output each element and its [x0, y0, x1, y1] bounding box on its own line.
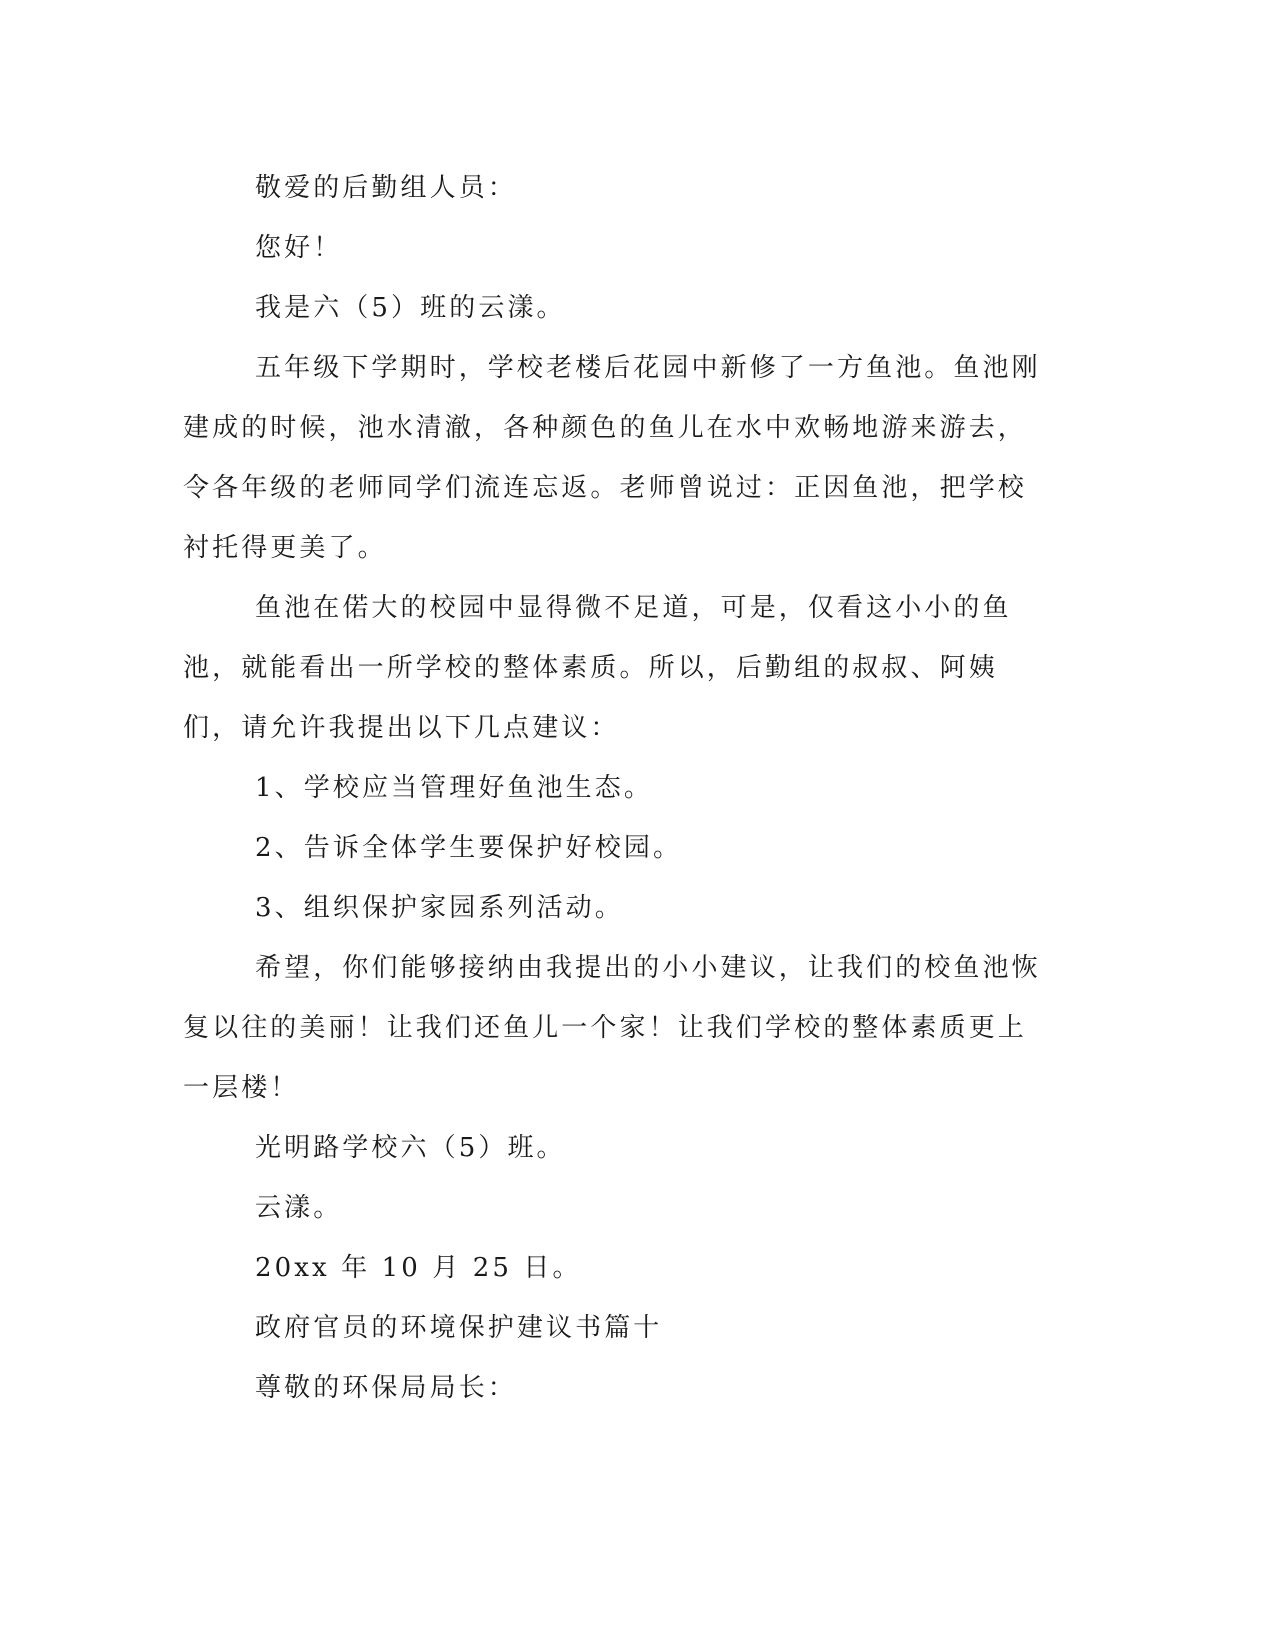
suggestion-item-3: 3、组织保护家园系列活动。 — [255, 893, 624, 923]
self-introduction: 我是六（5）班的云漾。 — [255, 293, 566, 323]
paragraph-closing-hope: 希望，你们能够接纳由我提出的小小建议，让我们的校鱼池恢复以往的美丽！让我们还鱼儿一个家！让我们学校的整体素质更上一层楼！ — [183, 953, 1041, 1103]
suggestion-item-1: 1、学校应当管理好鱼池生态。 — [255, 773, 653, 803]
suggestion-item-2: 2、告诉全体学生要保护好校园。 — [255, 833, 683, 863]
signature-school-class: 光明路学校六（5）班。 — [255, 1133, 566, 1163]
next-salutation: 尊敬的环保局局长： — [255, 1373, 517, 1403]
document-body — [183, 158, 1043, 1418]
greeting: 您好！ — [255, 233, 343, 263]
signature-name: 云漾。 — [255, 1193, 343, 1223]
paragraph-fish-pond-history: 五年级下学期时，学校老楼后花园中新修了一方鱼池。鱼池刚建成的时候，池水清澈，各种颜色的鱼儿在水中欢畅地游来游去，令各年级的老师同学们流连忘返。老师曾说过：正因鱼池，把学校衬托得更美了。 — [183, 353, 1041, 563]
salutation: 敬爱的后勤组人员： — [255, 173, 517, 203]
section-heading: 政府官员的环境保护建议书篇十 — [255, 1313, 663, 1343]
signature-date: 20xx 年 10 月 25 日。 — [255, 1253, 582, 1283]
paragraph-proposal-intro: 鱼池在偌大的校园中显得微不足道，可是，仅看这小小的鱼池，就能看出一所学校的整体素质。所以，后勤组的叔叔、阿姨们，请允许我提出以下几点建议： — [183, 593, 1012, 743]
